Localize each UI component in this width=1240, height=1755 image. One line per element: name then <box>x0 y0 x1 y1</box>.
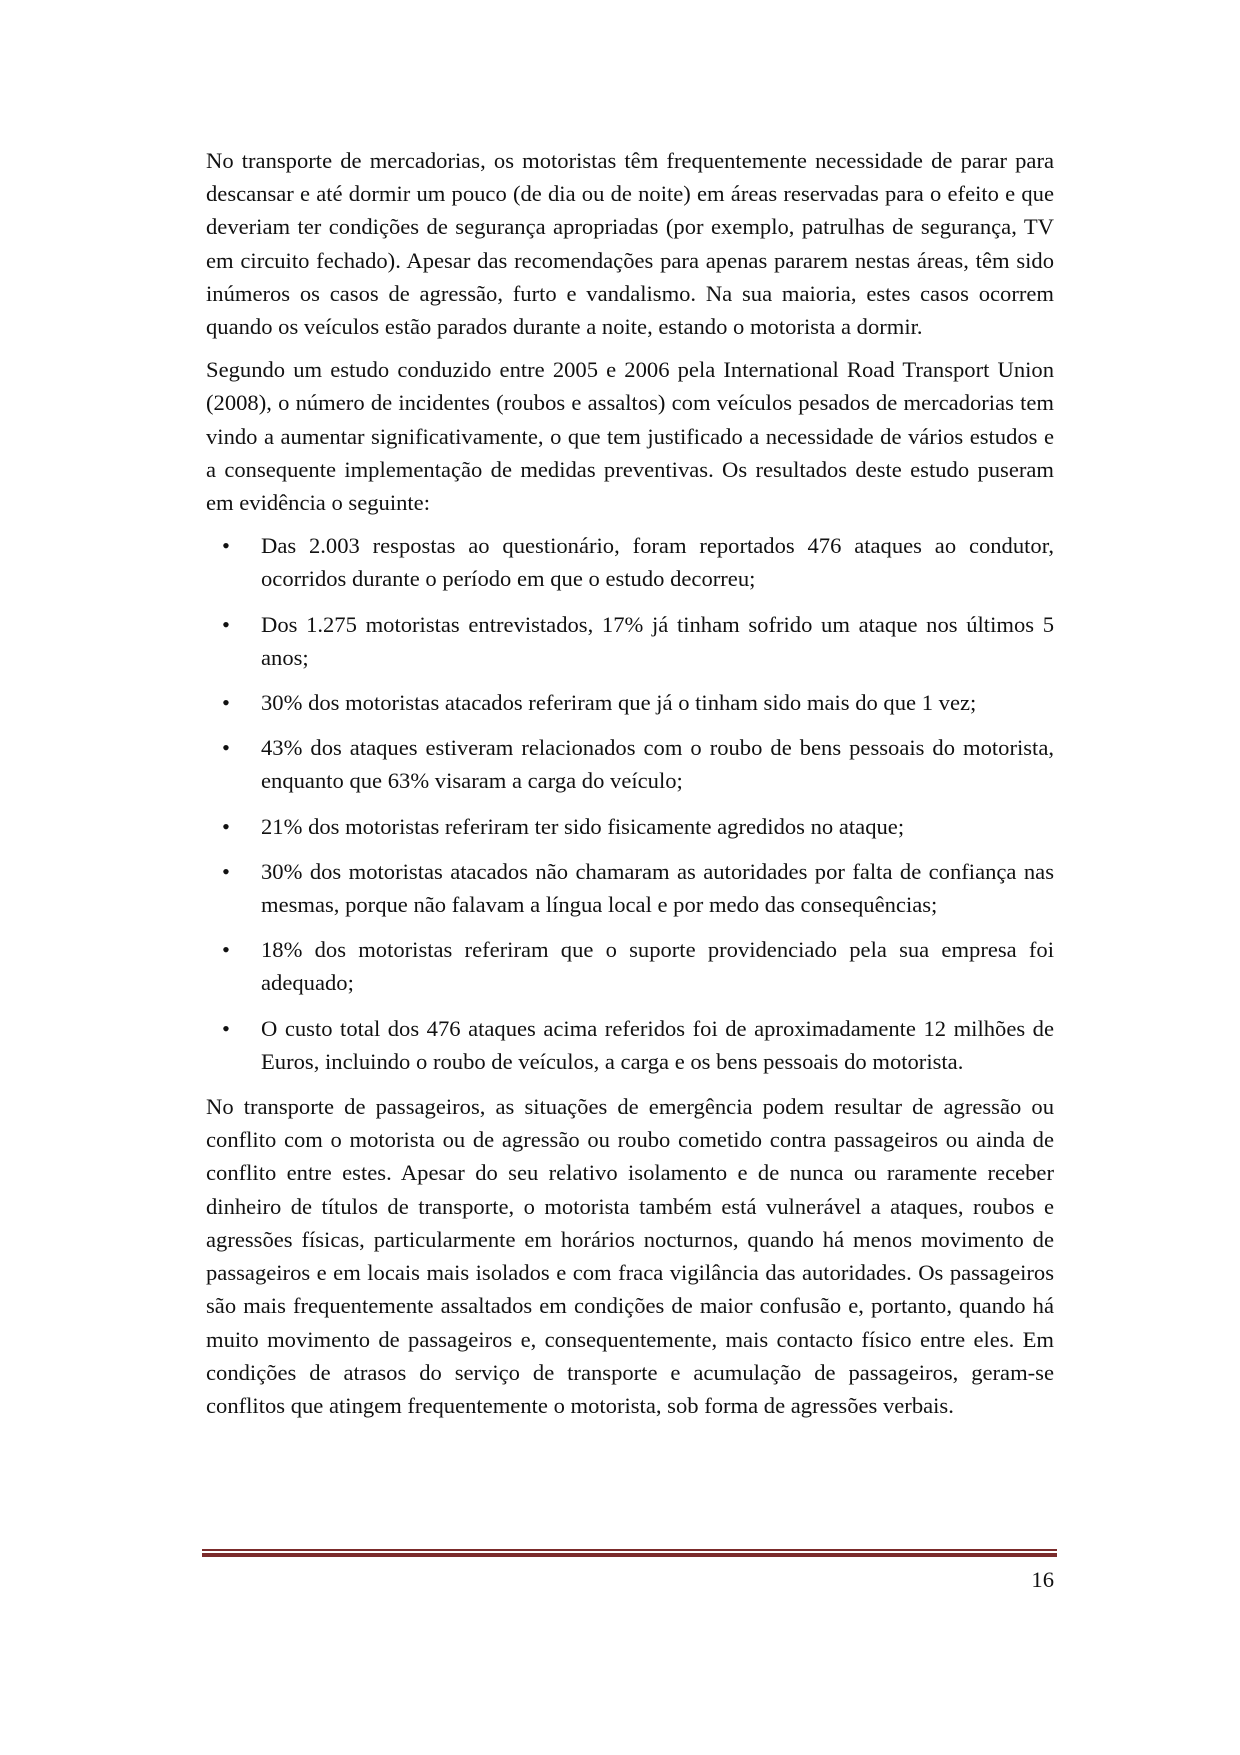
list-item-text: 30% dos motoristas atacados referiram que já o tinham sido mais do que 1 vez; <box>261 690 977 716</box>
document-body <box>206 144 1054 1432</box>
paragraph-passenger-transport: No transporte de passageiros, as situações de emergência podem resultar de agressão ou conflito com o motorista ou de agressão ou roubo cometido contra passageiros ou ainda de conflito entre estes. Apesar do seu relativo isolamento e de nunca ou raramente receber dinheiro de títulos de transporte, o motorista também está vulnerável a ataques, roubos e agressões físicas, particularmente em horários nocturnos, quando há menos movimento de passageiros e em locais mais isolados e com fraca vigilância das autoridades. Os passageiros são mais frequentemente assaltados em condições de maior confusão e, portanto, quando há muito movimento de passageiros e, consequentemente, mais contacto físico entre eles. Em condições de atrasos do serviço de transporte e acumulação de passageiros, geram-se conflitos que atingem frequentemente o motorista, sob forma de agressões verbais. <box>206 1094 1054 1418</box>
list-item-text: 30% dos motoristas atacados não chamaram as autoridades por falta de confiança nas mesmas, porque não falavam a língua local e por medo das consequências; <box>261 858 1054 918</box>
bullet-icon: • <box>222 937 230 963</box>
list-item-text: O custo total dos 476 ataques acima referidos foi de aproximadamente 12 milhões de Euros, incluindo o roubo de veículos, a carga e os bens pessoais do motorista. <box>261 1015 1054 1074</box>
list-item <box>206 1012 1054 1078</box>
bullet-icon: • <box>222 611 230 637</box>
bullet-icon: • <box>222 858 230 884</box>
list-item <box>206 608 1054 674</box>
paragraph-iru-study-intro: Segundo um estudo conduzido entre 2005 e 2006 pela International Road Transport Union (2008), o número de incidentes (roubos e assaltos) com veículos pesados de mercadorias tem vindo a aumentar significativamente, o que tem justificado a necessidade de vários estudos e a consequente implementação de medidas preventivas. Os resultados deste estudo puseram em evidência o seguinte: <box>206 357 1054 516</box>
bullet-icon: • <box>222 1015 230 1041</box>
footer-divider <box>202 1549 1057 1556</box>
bullet-icon: • <box>222 533 230 559</box>
footer-divider-thick-line <box>202 1553 1057 1557</box>
paragraph-freight-rest-areas: No transporte de mercadorias, os motoristas têm frequentemente necessidade de parar para descansar e até dormir um pouco (de dia ou de noite) em áreas reservadas para o efeito e que deveriam ter condições de segurança apropriadas (por exemplo, patrulhas de segurança, TV em circuito fechado). Apesar das recomendações para apenas pararem nestas áreas, têm sido inúmeros os casos de agressão, furto e vandalismo. Na sua maioria, estes casos ocorrem quando os veículos estão parados durante a noite, estando o motorista a dormir. <box>206 148 1054 340</box>
footer-divider-thin-line <box>202 1549 1057 1551</box>
list-item-text: 43% dos ataques estiveram relacionados com o roubo de bens pessoais do motorista, enquanto que 63% visaram a carga do veículo; <box>261 735 1054 794</box>
list-item-text: 21% dos motoristas referiram ter sido fisicamente agredidos no ataque; <box>261 813 905 839</box>
list-item <box>206 855 1054 921</box>
bullet-icon: • <box>222 735 230 761</box>
list-item <box>206 810 1054 843</box>
bullet-icon: • <box>222 813 230 839</box>
list-item-text: Das 2.003 respostas ao questionário, foram reportados 476 ataques ao condutor, ocorridos durante o período em que o estudo decorreu; <box>261 533 1054 592</box>
list-item <box>206 529 1054 595</box>
list-item-text: 18% dos motoristas referiram que o suporte providenciado pela sua empresa foi adequado; <box>261 937 1054 996</box>
study-results-list <box>206 529 1054 1078</box>
list-item <box>206 686 1054 719</box>
list-item <box>206 933 1054 999</box>
bullet-icon: • <box>222 690 230 716</box>
list-item-text: Dos 1.275 motoristas entrevistados, 17% já tinham sofrido um ataque nos últimos 5 anos; <box>261 611 1054 670</box>
list-item <box>206 731 1054 797</box>
page-number: 16 <box>1031 1567 1054 1592</box>
